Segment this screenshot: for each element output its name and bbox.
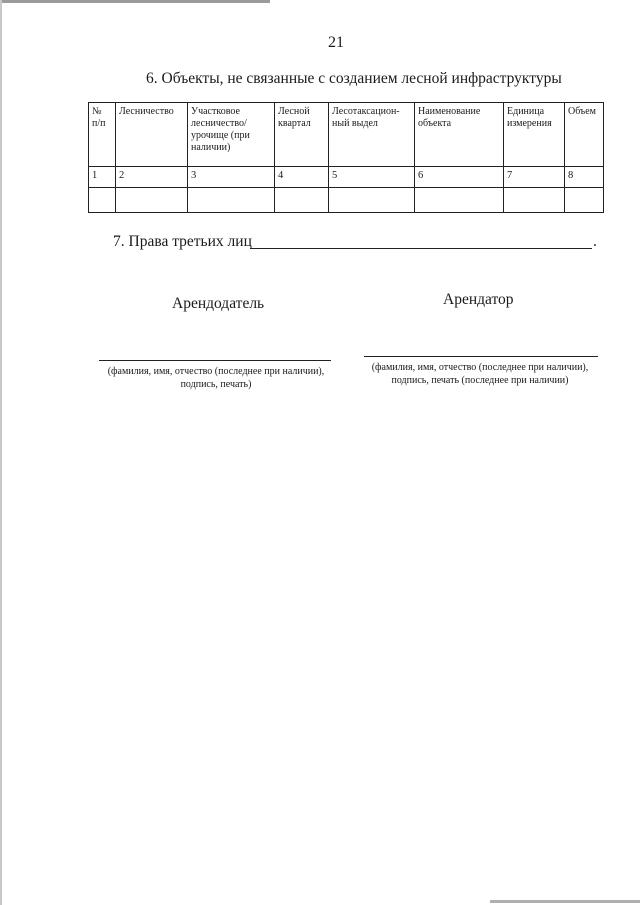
empty-cell [504, 188, 565, 213]
lessee-signature-caption: (фамилия, имя, отчество (последнее при наличии), подпись, печать (последнее при наличии) [371, 362, 589, 386]
scan-edge-left [0, 0, 2, 905]
empty-cell [188, 188, 275, 213]
number-cell: 5 [329, 167, 415, 188]
header-cell-volume: Объем [565, 103, 604, 167]
number-cell: 3 [188, 167, 275, 188]
lessee-signature-line [364, 356, 598, 357]
table-number-row [89, 167, 604, 188]
number-cell: 7 [504, 167, 565, 188]
page-number: 21 [328, 34, 344, 51]
lessor-title: Арендодатель [172, 295, 265, 312]
number-cell: 8 [565, 167, 604, 188]
header-cell-district-forestry: Участковое лесничество/ урочище (при наличии) [188, 103, 275, 167]
header-cell-object-name: Наименование объекта [415, 103, 504, 167]
header-cell-number: № п/п [89, 103, 116, 167]
empty-cell [116, 188, 188, 213]
section-7-end-mark: . [593, 233, 597, 250]
lessor-signature-line [99, 360, 331, 361]
header-cell-forest-quarter: Лесной квартал [275, 103, 329, 167]
empty-cell [329, 188, 415, 213]
lessor-signature-caption: (фамилия, имя, отчество (последнее при наличии), подпись, печать) [107, 366, 325, 390]
table-header-row [89, 103, 604, 167]
header-cell-unit: Единица измерения [504, 103, 565, 167]
header-cell-forestry: Лесничество [116, 103, 188, 167]
section-7-fill-line [250, 248, 592, 249]
number-cell: 2 [116, 167, 188, 188]
empty-cell [565, 188, 604, 213]
scan-edge-bottom [490, 900, 640, 903]
section-7-label: 7. Права третьих лиц [113, 233, 252, 250]
number-cell: 1 [89, 167, 116, 188]
empty-cell [415, 188, 504, 213]
empty-cell [275, 188, 329, 213]
table-empty-row [89, 188, 604, 213]
header-cell-taxation-unit: Лесотаксацион-ный выдел [329, 103, 415, 167]
lessee-title: Арендатор [443, 291, 514, 308]
scan-edge-top [0, 0, 270, 3]
number-cell: 4 [275, 167, 329, 188]
empty-cell [89, 188, 116, 213]
number-cell: 6 [415, 167, 504, 188]
objects-table [88, 102, 604, 213]
section-6-title: 6. Объекты, не связанные с созданием лесной инфраструктуры [146, 70, 562, 87]
